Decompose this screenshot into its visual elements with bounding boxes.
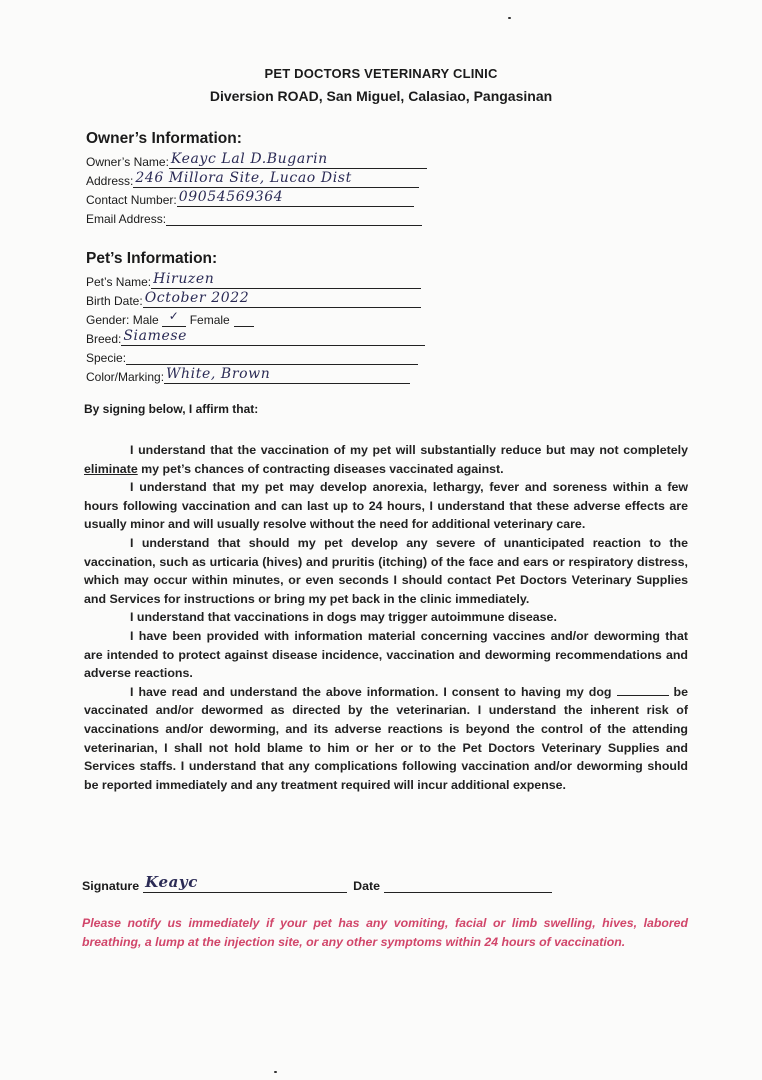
owner-address-value: 246 Millora Site, Lucao Dist <box>135 170 352 186</box>
notice-text: Please notify us immediately if your pet has any vomiting, facial or limb swelling, hives, labored breathing, a lump at the injection site, or any other symptoms within 24 hours of vaccination. <box>82 916 688 949</box>
consent-paragraph-6: I have read and understand the above information. I consent to having my dog be vaccinated and/or dewormed as directed by the veterinarian. I understand the inherent risk of vaccinations and/or deworming, and its adverse reactions is beyond the control of the attending veterinarian, I shall not hold blame to him or her or to the Pet Doctors Veterinary Supplies and Services staffs. I understand that any complications following vaccination and/or deworming should be reported immediately and any treatment required will incur additional expense. <box>84 684 688 792</box>
owner-name-label: Owner’s Name: <box>86 155 169 169</box>
pet-name-field[interactable] <box>86 271 421 289</box>
pet-color-label: Color/Marking: <box>86 370 165 384</box>
consent-statements <box>84 441 688 794</box>
pet-birth-value: October 2022 <box>144 290 250 306</box>
signature-row <box>82 874 552 893</box>
clinic-address: Diversion ROAD, San Miguel, Calasiao, Pangasinan <box>209 88 553 104</box>
pet-specie-line[interactable] <box>126 347 418 365</box>
consent-paragraph-5: I have been provided with information material concerning vaccines and/or deworming that are intended to protect against disease incidence, vaccination and deworming recommendations and adverse reactions. <box>84 628 688 681</box>
gender-female-label: Female <box>189 313 230 327</box>
pet-name-line[interactable] <box>151 271 421 289</box>
owner-section-title: Owner’s Information: <box>86 130 242 147</box>
pet-name-value: Hiruzen <box>153 271 215 287</box>
pet-name-label: Pet’s Name: <box>86 275 152 289</box>
date-label: Date <box>353 879 381 893</box>
gender-female-blank[interactable] <box>234 309 254 327</box>
pet-color-line[interactable] <box>164 366 410 384</box>
gender-male-blank[interactable] <box>162 309 186 327</box>
signature-value: Keayc <box>145 873 198 891</box>
consent-paragraph-3: I understand that should my pet develop any severe of unanticipated reaction to the vaccination, such as urticaria (hives) and pruritis (itching) of the face and ears or respiratory distress, which may occur within minutes, or even seconds I should contact Pet Doctors Veterinary Supplies and Services for instructions or bring my pet back in the clinic immediately. <box>84 535 688 606</box>
clinic-name: PET DOCTORS VETERINARY CLINIC <box>264 66 498 81</box>
pet-birth-label: Birth Date: <box>86 294 143 308</box>
affirm-intro: By signing below, I affirm that: <box>84 402 259 416</box>
owner-address-field[interactable] <box>86 170 419 188</box>
owner-email-label: Email Address: <box>86 212 167 226</box>
pet-breed-field[interactable] <box>86 328 425 346</box>
owner-name-field[interactable] <box>86 151 427 169</box>
gender-male-checkmark: ✓ <box>168 309 179 323</box>
pet-breed-label: Breed: <box>86 332 122 346</box>
date-line[interactable] <box>384 874 552 893</box>
underlined-word: eliminate <box>84 461 138 476</box>
consent-paragraph-2: I understand that my pet may develop anorexia, lethargy, fever and soreness within a few hours following vaccination and can last up to 24 hours, I understand that these adverse effects are usually minor and will usually resolve without the need for additional veterinary care. <box>84 480 688 532</box>
owner-email-line[interactable] <box>166 208 422 226</box>
signature-label: Signature <box>82 879 140 893</box>
pet-specie-label: Specie: <box>86 351 127 365</box>
pet-gender-field[interactable] <box>86 309 254 327</box>
pet-type-blank[interactable] <box>617 685 669 696</box>
pet-specie-field[interactable] <box>86 347 418 365</box>
consent-paragraph-1: I understand that the vaccination of my pet will substantially reduce but may not completely eliminate my pet’s chances of contracting diseases vaccinated against. <box>84 443 688 476</box>
owner-name-line[interactable] <box>169 151 427 169</box>
owner-name-value: Keayc Lal D.Bugarin <box>170 151 328 167</box>
owner-contact-field[interactable] <box>86 189 414 207</box>
owner-contact-label: Contact Number: <box>86 193 177 207</box>
owner-address-label: Address: <box>86 174 134 188</box>
pet-birth-field[interactable] <box>86 290 421 308</box>
signature-line[interactable] <box>143 874 347 893</box>
owner-email-field[interactable] <box>86 208 422 226</box>
pet-gender-label: Gender: Male <box>86 313 159 327</box>
owner-contact-line[interactable] <box>177 189 414 207</box>
owner-contact-value: 09054569364 <box>178 189 284 205</box>
pet-section-title: Pet’s Information: <box>86 250 218 267</box>
scan-speck <box>274 1071 277 1073</box>
owner-address-line[interactable] <box>133 170 419 188</box>
consent-paragraph-4: I understand that vaccinations in dogs may trigger autoimmune disease. <box>130 610 557 625</box>
pet-breed-value: Siamese <box>123 328 188 344</box>
pet-birth-line[interactable] <box>143 290 421 308</box>
pet-breed-line[interactable] <box>121 328 425 346</box>
pet-color-value: White, Brown <box>166 366 271 382</box>
scan-speck <box>508 17 511 19</box>
pet-color-field[interactable] <box>86 366 410 384</box>
